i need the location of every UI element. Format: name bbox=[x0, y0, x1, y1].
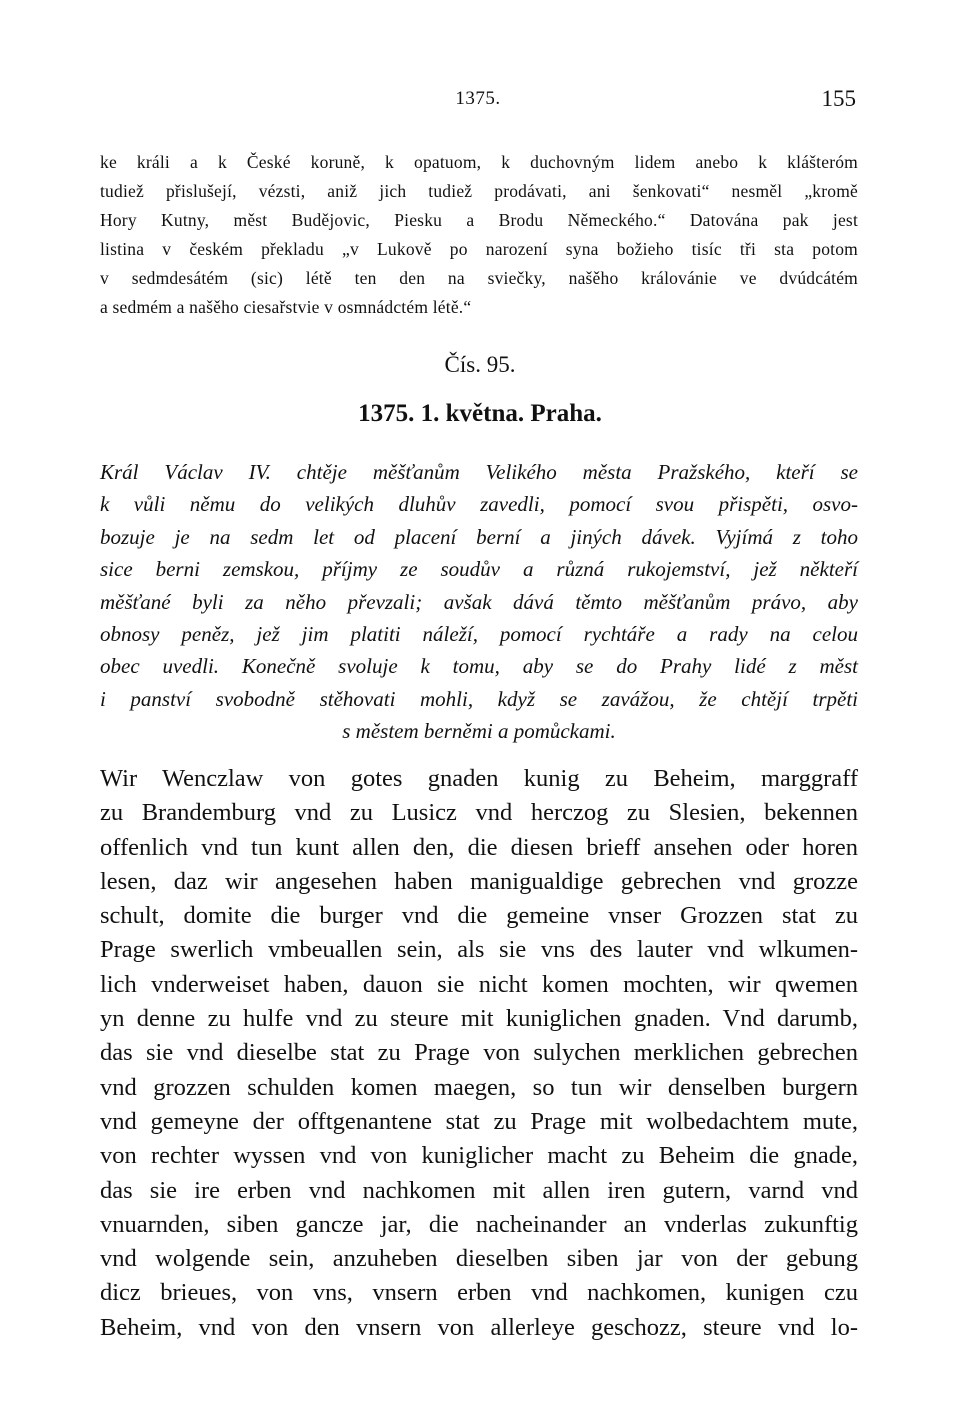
german-line: von rechter wyssen vnd von kuniglicher macht zu Beheim die gnade, bbox=[100, 1142, 858, 1170]
german-line: lesen, daz wir angesehen haben manigualdige gebrechen vnd grozze bbox=[100, 867, 858, 895]
german-line: Prage swerlich vmbeuallen sein, als sie vns des lauter vnd wlkumen- bbox=[100, 936, 858, 964]
regest-line: obnosy peněz, jež jim platiti náleží, pomocí rychtáře a rady na celou bbox=[100, 622, 858, 647]
page-header bbox=[100, 86, 856, 116]
regest-line: bozuje je na sedm let od placení berní a jiných dávek. Vyjímá z toho bbox=[100, 524, 858, 549]
czech-line: Hory Kutny, měst Budějovic, Piesku a Brodu Německého.“ Datována pak jest bbox=[100, 210, 858, 230]
regest-line: k vůli němu do velikých dluhův zavedli, pomocí svou přispěti, osvo- bbox=[100, 492, 858, 517]
german-line: lich vnderweiset haben, dauon sie nicht komen mochten, wir qwemen bbox=[100, 970, 858, 998]
german-line: schult, domite die burger vnd die gemeine vnser Grozzen stat zu bbox=[100, 902, 858, 930]
german-line: Wir Wenczlaw von gotes gnaden kunig zu Beheim, marggraff bbox=[100, 765, 858, 792]
page-number: 155 bbox=[821, 86, 856, 111]
german-line: Beheim, vnd von den vnsern von allerleye geschozz, steure vnd lo- bbox=[100, 1313, 858, 1341]
regest-line: obec uvedli. Konečně svoluje k tomu, aby se do Prahy lidé z měst bbox=[100, 654, 858, 679]
czech-line: v sedmdesátém (sic) létě ten den na sviečky, našěho královánie ve dvúdcátém bbox=[100, 268, 858, 288]
german-charter-text bbox=[100, 762, 858, 1345]
regest-line: sice berni zemskou, příjmy ze soudův a různá rukojemství, jež někteří bbox=[100, 557, 858, 582]
german-line: das sie ire erben vnd nachkomen mit allen iren gutern, varnd vnd bbox=[100, 1176, 858, 1204]
regest-line: i panství svobodně stěhovati mohli, když se zavážou, že chtějí trpěti bbox=[100, 686, 858, 711]
german-line: vnuarnden, siben gancze jar, die nacheinander an vnderlas zukunftig bbox=[100, 1210, 858, 1238]
german-line: yn denne zu hulfe vnd zu steure mit kuniglichen gnaden. Vnd darumb, bbox=[100, 1005, 858, 1033]
czech-line: ke králi a k České koruně, k opatuom, k duchovným lidem anebo k klášteróm bbox=[100, 152, 858, 172]
czech-line: a sedmém a našěho ciesařstvie v osmnádctém létě.“ bbox=[100, 297, 472, 317]
german-line: vnd gemeyne der offtgenantene stat zu Prage mit wolbedachtem mute, bbox=[100, 1107, 858, 1135]
german-line: das sie vnd dieselbe stat zu Prage von sulychen merklichen gebrechen bbox=[100, 1039, 858, 1067]
document-date-place: 1375. 1. května. Praha. bbox=[358, 400, 602, 427]
german-line: zu Brandemburg vnd zu Lusicz vnd herczog zu Slesien, bekennen bbox=[100, 799, 858, 827]
document-number: Čís. 95. bbox=[444, 352, 516, 377]
regest-line: měšťané byli za něho převzali; avšak dává těmto měšťanům právo, aby bbox=[100, 589, 858, 614]
german-line: vnd grozzen schulden komen maegen, so tun wir denselben burgern bbox=[100, 1073, 858, 1101]
czech-line: tudiež přislušejí, vézsti, aniž jich tudiež prodávati, ani šenkovati“ nesměl „kromě bbox=[100, 181, 858, 201]
german-line: dicz brieues, von vns, vnsern erben vnd nachkomen, kunigen czu bbox=[100, 1279, 858, 1307]
czech-line: listina v českém překladu „v Lukově po narození syna božieho tisíc tři sta potom bbox=[100, 239, 858, 259]
regest-summary bbox=[100, 456, 858, 748]
czech-paragraph bbox=[100, 148, 858, 322]
running-title-year: 1375. bbox=[455, 88, 501, 109]
regest-line: Král Václav IV. chtěje měšťanům Velikého města Pražského, kteří se bbox=[100, 460, 858, 484]
regest-line: s městem berněmi a pomůckami. bbox=[342, 719, 616, 744]
german-line: vnd wolgende sein, anzuheben dieselben siben jar von der gebung bbox=[100, 1245, 858, 1273]
german-line: offenlich vnd tun kunt allen den, die diesen brieff ansehen oder horen bbox=[100, 833, 858, 861]
